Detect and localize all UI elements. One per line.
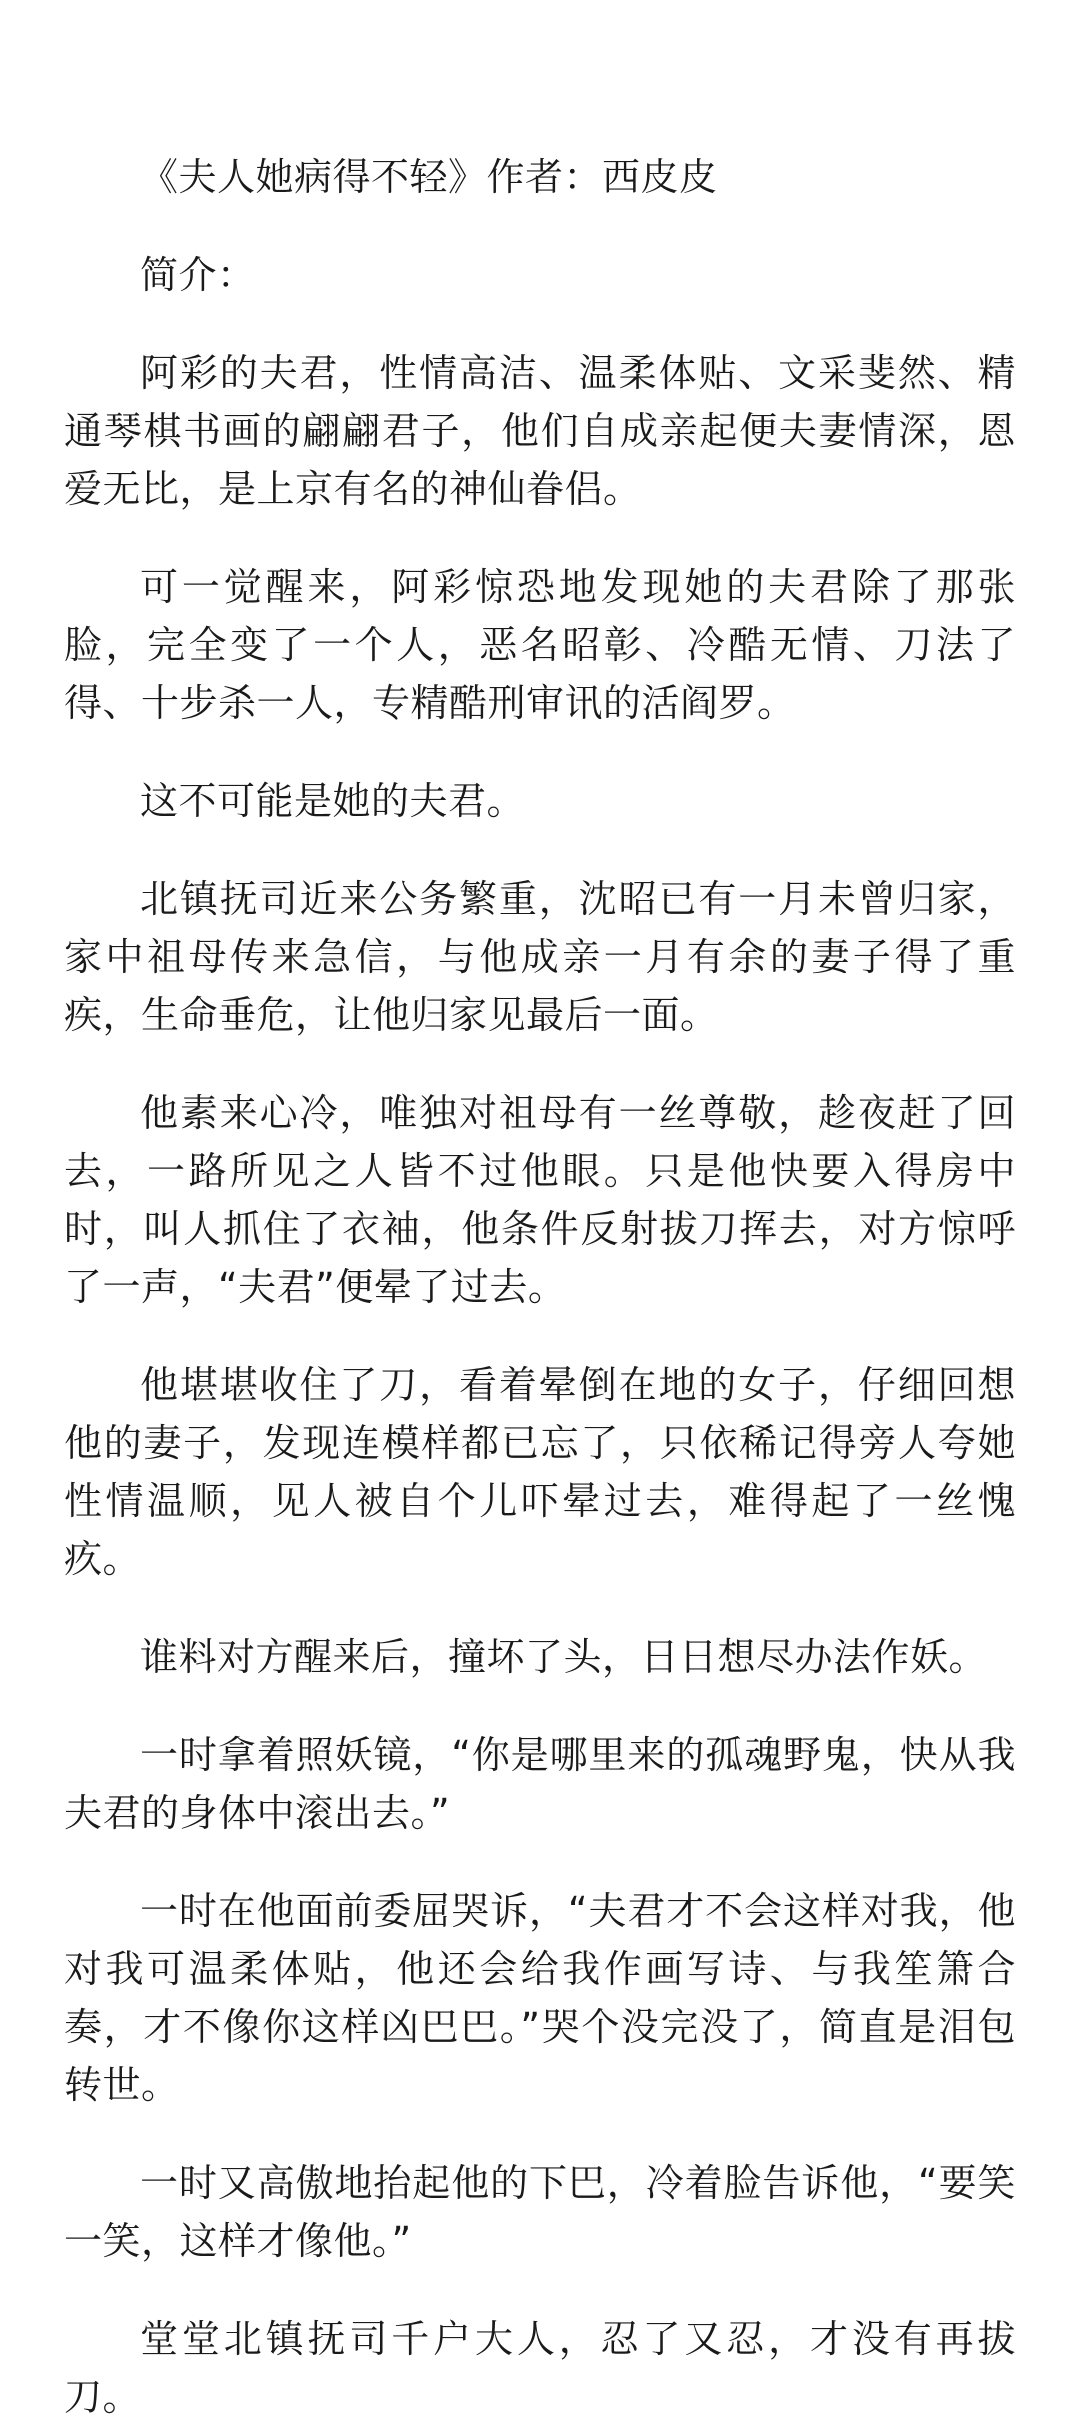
paragraph-2: 可一觉醒来，阿彩惊恐地发现她的夫君除了那张脸，完全变了一个人，恶名昭彰、冷酷无情、刀法了得、十步杀一人，专精酷刑审讯的活阎罗。 (64, 565, 1016, 725)
paragraph-4: 北镇抚司近来公务繁重，沈昭已有一月未曾归家，家中祖母传来急信，与他成亲一月有余的妻子得了重疾，生命垂危，让他归家见最后一面。 (64, 877, 1016, 1037)
paragraph-9: 一时在他面前委屈哭诉，“夫君才不会这样对我，他对我可温柔体贴，他还会给我作画写诗、与我笙箫合奏，才不像你这样凶巴巴。”哭个没完没了，简直是泪包转世。 (64, 1889, 1016, 2107)
paragraph-11: 堂堂北镇抚司千户大人，忍了又忍，才没有再拔刀。 (64, 2317, 1016, 2419)
paragraph-10: 一时又高傲地抬起他的下巴，冷着脸告诉他，“要笑一笑，这样才像他。” (64, 2161, 1016, 2263)
paragraph-7: 谁料对方醒来后，撞坏了头，日日想尽办法作妖。 (140, 1635, 988, 1679)
paragraph-3: 这不可能是她的夫君。 (140, 779, 526, 823)
intro-label: 简介： (140, 253, 256, 297)
paragraph-6: 他堪堪收住了刀，看着晕倒在地的女子，仔细回想他的妻子，发现连模样都已忘了，只依稀记得旁人夸她性情温顺，见人被自个儿吓晕过去，难得起了一丝愧疚。 (64, 1363, 1016, 1581)
title-line: 《夫人她病得不轻》作者：西皮皮 (140, 155, 718, 199)
paragraph-8: 一时拿着照妖镜，“你是哪里来的孤魂野鬼，快从我夫君的身体中滚出去。” (64, 1733, 1016, 1835)
paragraph-1: 阿彩的夫君，性情高洁、温柔体贴、文采斐然、精通琴棋书画的翩翩君子，他们自成亲起便夫妻情深，恩爱无比，是上京有名的神仙眷侣。 (64, 351, 1016, 511)
paragraph-5: 他素来心冷，唯独对祖母有一丝尊敬，趁夜赶了回去，一路所见之人皆不过他眼。只是他快要入得房中时，叫人抓住了衣袖，他条件反射拔刀挥去，对方惊呼了一声，“夫君”便晕了过去。 (64, 1091, 1016, 1309)
